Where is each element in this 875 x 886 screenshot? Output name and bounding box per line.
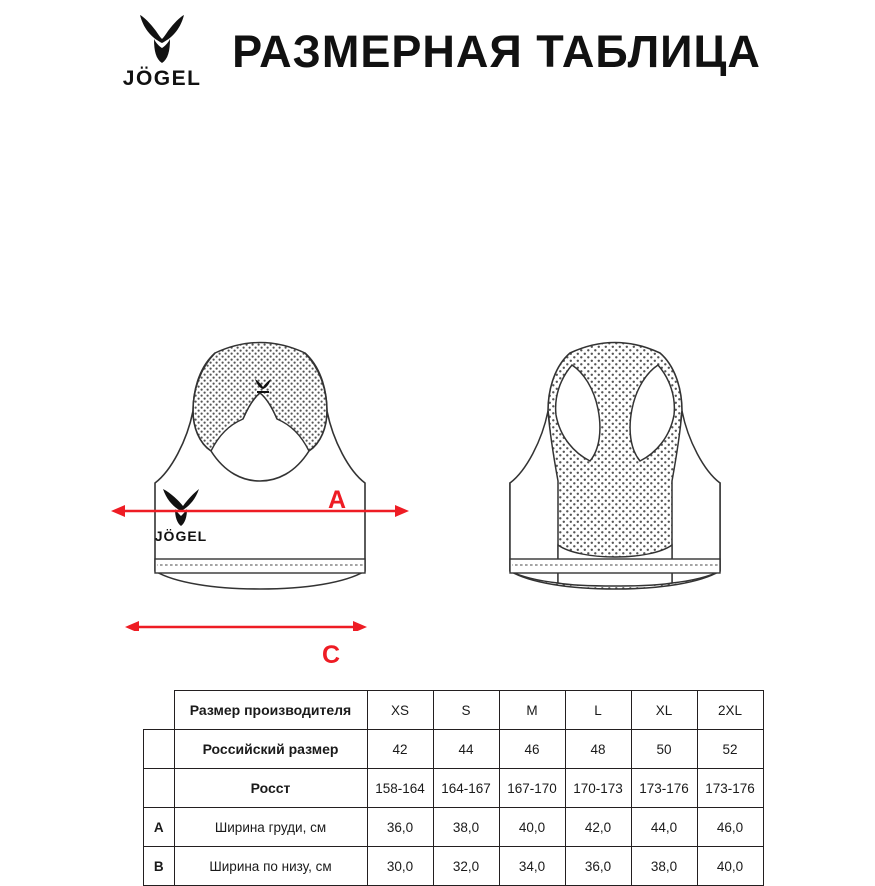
value-cell: 52 [697, 730, 763, 769]
value-cell: 46,0 [697, 808, 763, 847]
measure-label-c: C [322, 641, 341, 669]
value-cell: 42,0 [565, 808, 631, 847]
page-header [0, 0, 875, 96]
value-cell: 44,0 [631, 808, 697, 847]
value-cell: 2XL [697, 691, 763, 730]
value-cell: 173-176 [631, 769, 697, 808]
brand-logo [114, 8, 210, 96]
value-cell: 167-170 [499, 769, 565, 808]
measure-label-a: A [328, 486, 347, 514]
value-cell: 30,0 [367, 847, 433, 886]
table-row [144, 808, 764, 847]
value-cell: 36,0 [565, 847, 631, 886]
size-table-container [143, 690, 755, 886]
measure-arrow-c [125, 621, 367, 631]
sports-bra-back-view [450, 331, 780, 631]
value-cell: 40,0 [499, 808, 565, 847]
value-cell: S [433, 691, 499, 730]
row-key-cell [144, 769, 175, 808]
value-cell: 34,0 [499, 847, 565, 886]
row-label-cell: Ширина по низу, см [174, 847, 367, 886]
row-label-cell: Росст [174, 769, 367, 808]
value-cell: 40,0 [697, 847, 763, 886]
value-cell: M [499, 691, 565, 730]
value-cell: XL [631, 691, 697, 730]
size-table [143, 690, 764, 886]
value-cell: 42 [367, 730, 433, 769]
jogel-horns-logo-icon [134, 13, 190, 65]
value-cell: 38,0 [631, 847, 697, 886]
value-cell: 44 [433, 730, 499, 769]
value-cell: 38,0 [433, 808, 499, 847]
row-key-cell [144, 730, 175, 769]
value-cell: L [565, 691, 631, 730]
value-cell: 170-173 [565, 769, 631, 808]
row-label-cell: Ширина груди, см [174, 808, 367, 847]
table-row [144, 769, 764, 808]
garment-illustration [0, 96, 875, 669]
brand-name: JÖGEL [122, 67, 202, 90]
value-cell: 173-176 [697, 769, 763, 808]
value-cell: 48 [565, 730, 631, 769]
svg-text:JÖGEL: JÖGEL [154, 528, 208, 544]
value-cell: 32,0 [433, 847, 499, 886]
value-cell: 158-164 [367, 769, 433, 808]
table-row [144, 730, 764, 769]
row-label-cell: Российский размер [174, 730, 367, 769]
table-row [144, 847, 764, 886]
value-cell: 46 [499, 730, 565, 769]
value-cell: XS [367, 691, 433, 730]
page-title: РАЗМЕРНАЯ ТАБЛИЦА [232, 26, 761, 77]
value-cell: 50 [631, 730, 697, 769]
table-row [144, 691, 764, 730]
sports-bra-front-view [95, 331, 425, 631]
row-key-cell [144, 691, 175, 730]
row-key-cell: B [144, 847, 175, 886]
row-key-cell: A [144, 808, 175, 847]
row-label-cell: Размер производителя [174, 691, 367, 730]
value-cell: 36,0 [367, 808, 433, 847]
value-cell: 164-167 [433, 769, 499, 808]
